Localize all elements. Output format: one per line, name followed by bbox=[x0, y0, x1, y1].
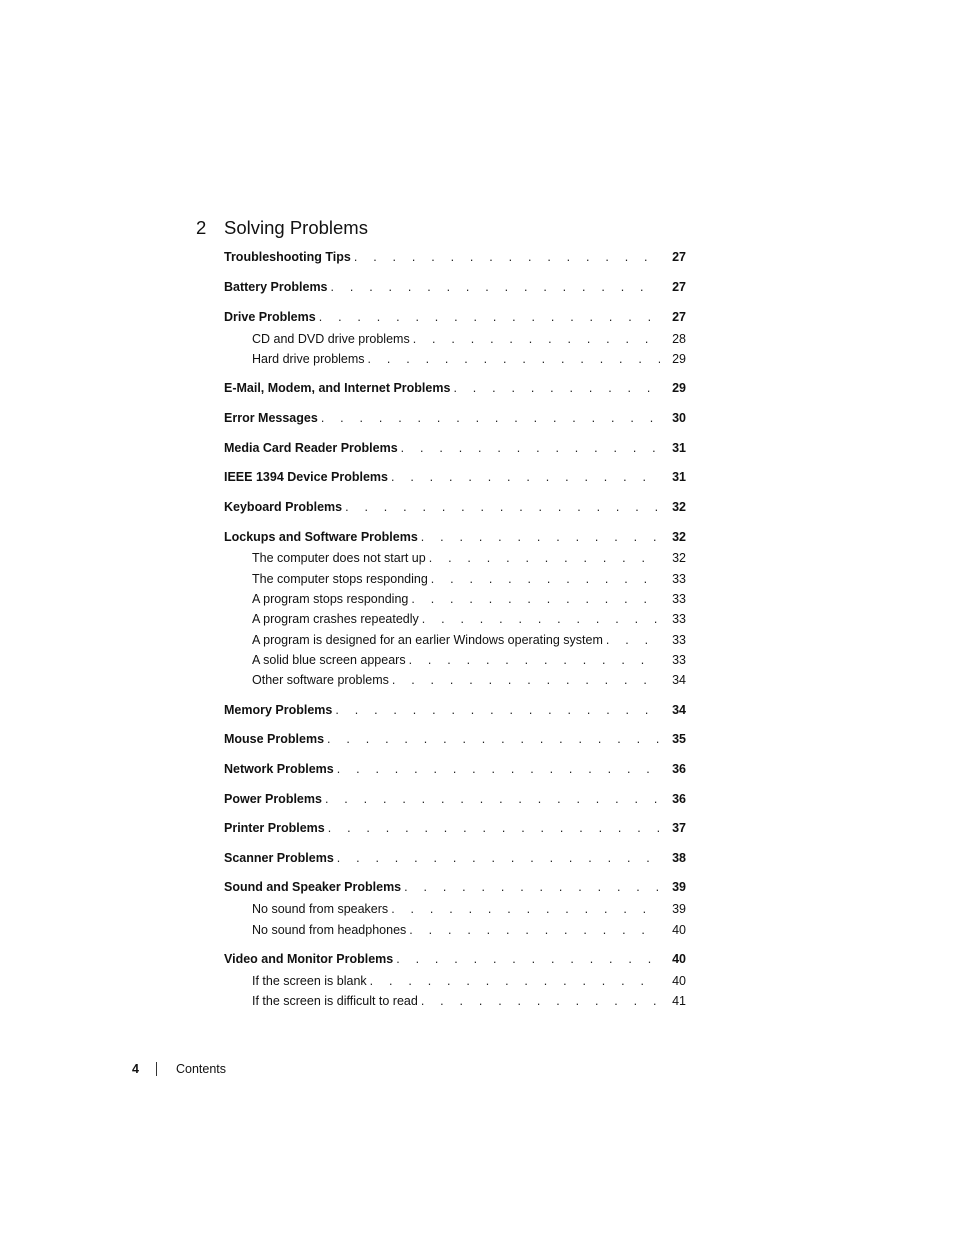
toc-entry-title: IEEE 1394 Device Problems bbox=[224, 470, 388, 484]
toc-entry-title: Mouse Problems bbox=[224, 732, 325, 746]
toc-entry-title: Sound and Speaker Problems bbox=[224, 880, 402, 894]
toc-dot-leader bbox=[321, 411, 660, 425]
toc-entry[interactable] bbox=[224, 500, 686, 520]
toc-entry[interactable] bbox=[224, 250, 686, 270]
page-footer bbox=[132, 1062, 226, 1077]
toc-entry-page: 41 bbox=[672, 994, 686, 1008]
toc-subentry[interactable] bbox=[224, 332, 686, 352]
toc-dot-leader bbox=[354, 250, 660, 264]
toc-dot-leader bbox=[421, 994, 660, 1008]
toc-entry-page: 34 bbox=[672, 703, 686, 717]
toc-dot-leader bbox=[409, 923, 660, 937]
toc-entry-page: 35 bbox=[672, 732, 686, 746]
toc-dot-leader bbox=[431, 572, 660, 586]
toc-entry[interactable] bbox=[224, 703, 686, 723]
toc-entry-title: Video and Monitor Problems bbox=[224, 952, 394, 966]
toc-entry-page: 39 bbox=[672, 902, 686, 916]
toc-entry-page: 37 bbox=[672, 821, 686, 835]
toc-entry[interactable] bbox=[224, 530, 686, 550]
toc-entry[interactable] bbox=[224, 310, 686, 330]
toc-dot-leader bbox=[392, 673, 660, 687]
toc-entry-title: If the screen is difficult to read bbox=[252, 994, 418, 1008]
toc-entry[interactable] bbox=[224, 762, 686, 782]
toc-subentry[interactable] bbox=[224, 352, 686, 372]
toc-dot-leader bbox=[391, 470, 660, 484]
toc-dot-leader bbox=[337, 762, 660, 776]
toc-dot-leader bbox=[370, 974, 660, 988]
toc-entry[interactable] bbox=[224, 792, 686, 812]
toc-entry-title: Other software problems bbox=[252, 673, 389, 687]
toc-entry[interactable] bbox=[224, 470, 686, 490]
toc-entry-page: 28 bbox=[672, 332, 686, 346]
toc-entry-title: A program stops responding bbox=[252, 592, 409, 606]
toc-dot-leader bbox=[331, 280, 660, 294]
toc-entry-page: 31 bbox=[672, 441, 686, 455]
toc-entry-title: Hard drive problems bbox=[252, 352, 365, 366]
toc-entry-page: 29 bbox=[672, 352, 686, 366]
toc-entry[interactable] bbox=[224, 441, 686, 461]
toc-dot-leader bbox=[401, 441, 660, 455]
toc-entry-title: Memory Problems bbox=[224, 703, 333, 717]
toc-entry-title: CD and DVD drive problems bbox=[252, 332, 410, 346]
toc-dot-leader bbox=[429, 551, 660, 565]
toc-entry-page: 40 bbox=[672, 923, 686, 937]
toc-entry[interactable] bbox=[224, 280, 686, 300]
toc-entry[interactable] bbox=[224, 821, 686, 841]
toc-entry-page: 29 bbox=[672, 381, 686, 395]
toc-entry-title: Scanner Problems bbox=[224, 851, 334, 865]
footer-page-number: 4 bbox=[132, 1062, 139, 1076]
toc-entry-title: Troubleshooting Tips bbox=[224, 250, 351, 264]
toc-subentry[interactable] bbox=[224, 612, 686, 632]
toc-dot-leader bbox=[345, 500, 660, 514]
toc-entry-page: 39 bbox=[672, 880, 686, 894]
toc-entry-title: Power Problems bbox=[224, 792, 322, 806]
toc-dot-leader bbox=[422, 612, 660, 626]
toc-subentry[interactable] bbox=[224, 923, 686, 943]
toc-entry-page: 33 bbox=[672, 572, 686, 586]
toc-subentry[interactable] bbox=[224, 633, 686, 653]
toc-entry-page: 33 bbox=[672, 592, 686, 606]
toc-entry-title: Lockups and Software Problems bbox=[224, 530, 418, 544]
toc-dot-leader bbox=[409, 653, 660, 667]
toc-dot-leader bbox=[411, 592, 660, 606]
toc-entry-page: 34 bbox=[672, 673, 686, 687]
toc-entry-title: Error Messages bbox=[224, 411, 318, 425]
toc-entry-page: 33 bbox=[672, 612, 686, 626]
toc-entry-page: 32 bbox=[672, 500, 686, 514]
toc-entry-page: 27 bbox=[672, 280, 686, 294]
toc-dot-leader bbox=[413, 332, 660, 346]
toc-entry-page: 40 bbox=[672, 974, 686, 988]
toc-entry-page: 33 bbox=[672, 633, 686, 647]
toc-entry-title: A solid blue screen appears bbox=[252, 653, 406, 667]
toc-entry-title: No sound from speakers bbox=[252, 902, 389, 916]
toc-dot-leader bbox=[421, 530, 660, 544]
toc-entry-page: 32 bbox=[672, 551, 686, 565]
toc-entry-page: 27 bbox=[672, 310, 686, 324]
toc-dot-leader bbox=[328, 821, 660, 835]
toc-entry-page: 38 bbox=[672, 851, 686, 865]
toc-dot-leader bbox=[337, 851, 660, 865]
toc-entry[interactable] bbox=[224, 952, 686, 972]
toc-subentry[interactable] bbox=[224, 994, 686, 1014]
chapter-number: 2 bbox=[196, 217, 207, 238]
toc-entry-title: E-Mail, Modem, and Internet Problems bbox=[224, 381, 451, 395]
toc-entry-title: The computer stops responding bbox=[252, 572, 428, 586]
toc-entry-title: Printer Problems bbox=[224, 821, 325, 835]
toc-dot-leader bbox=[325, 792, 660, 806]
toc-subentry[interactable] bbox=[224, 673, 686, 693]
toc-dot-leader bbox=[453, 381, 660, 395]
chapter-heading bbox=[196, 217, 368, 239]
toc-subentry[interactable] bbox=[224, 974, 686, 994]
footer-section-label: Contents bbox=[176, 1062, 227, 1076]
toc-entry-page: 30 bbox=[672, 411, 686, 425]
toc-entry[interactable] bbox=[224, 381, 686, 401]
toc-entry-title: Keyboard Problems bbox=[224, 500, 343, 514]
toc-dot-leader bbox=[319, 310, 660, 324]
toc-subentry[interactable] bbox=[224, 551, 686, 571]
toc-dot-leader bbox=[404, 880, 660, 894]
footer-separator bbox=[156, 1062, 157, 1076]
toc-entry[interactable] bbox=[224, 732, 686, 752]
toc-dot-leader bbox=[606, 633, 660, 647]
toc-entry-title: If the screen is blank bbox=[252, 974, 367, 988]
toc-dot-leader bbox=[368, 352, 660, 366]
toc-entry-title: Battery Problems bbox=[224, 280, 328, 294]
toc-entry-page: 36 bbox=[672, 762, 686, 776]
toc-subentry[interactable] bbox=[224, 653, 686, 673]
toc-dot-leader bbox=[391, 902, 660, 916]
toc-entry-page: 40 bbox=[672, 952, 686, 966]
toc-entry[interactable] bbox=[224, 411, 686, 431]
toc-entry-title: Network Problems bbox=[224, 762, 334, 776]
toc-dot-leader bbox=[396, 952, 660, 966]
toc-entry[interactable] bbox=[224, 851, 686, 871]
toc-subentry[interactable] bbox=[224, 902, 686, 922]
toc-entry-page: 33 bbox=[672, 653, 686, 667]
chapter-title: Solving Problems bbox=[224, 217, 368, 238]
toc-entry-page: 32 bbox=[672, 530, 686, 544]
toc-entry-title: A program is designed for an earlier Windows operating system bbox=[252, 633, 603, 647]
toc-entry-title: No sound from headphones bbox=[252, 923, 407, 937]
toc-entry[interactable] bbox=[224, 880, 686, 900]
toc-entry-title: Drive Problems bbox=[224, 310, 316, 324]
toc-entry-page: 27 bbox=[672, 250, 686, 264]
toc-entry-page: 31 bbox=[672, 470, 686, 484]
toc-subentry[interactable] bbox=[224, 592, 686, 612]
toc-entry-title: Media Card Reader Problems bbox=[224, 441, 398, 455]
toc-dot-leader bbox=[327, 732, 660, 746]
toc-entry-page: 36 bbox=[672, 792, 686, 806]
toc-entry-title: A program crashes repeatedly bbox=[252, 612, 419, 626]
toc-subentry[interactable] bbox=[224, 572, 686, 592]
toc-entry-title: The computer does not start up bbox=[252, 551, 426, 565]
toc-dot-leader bbox=[335, 703, 660, 717]
